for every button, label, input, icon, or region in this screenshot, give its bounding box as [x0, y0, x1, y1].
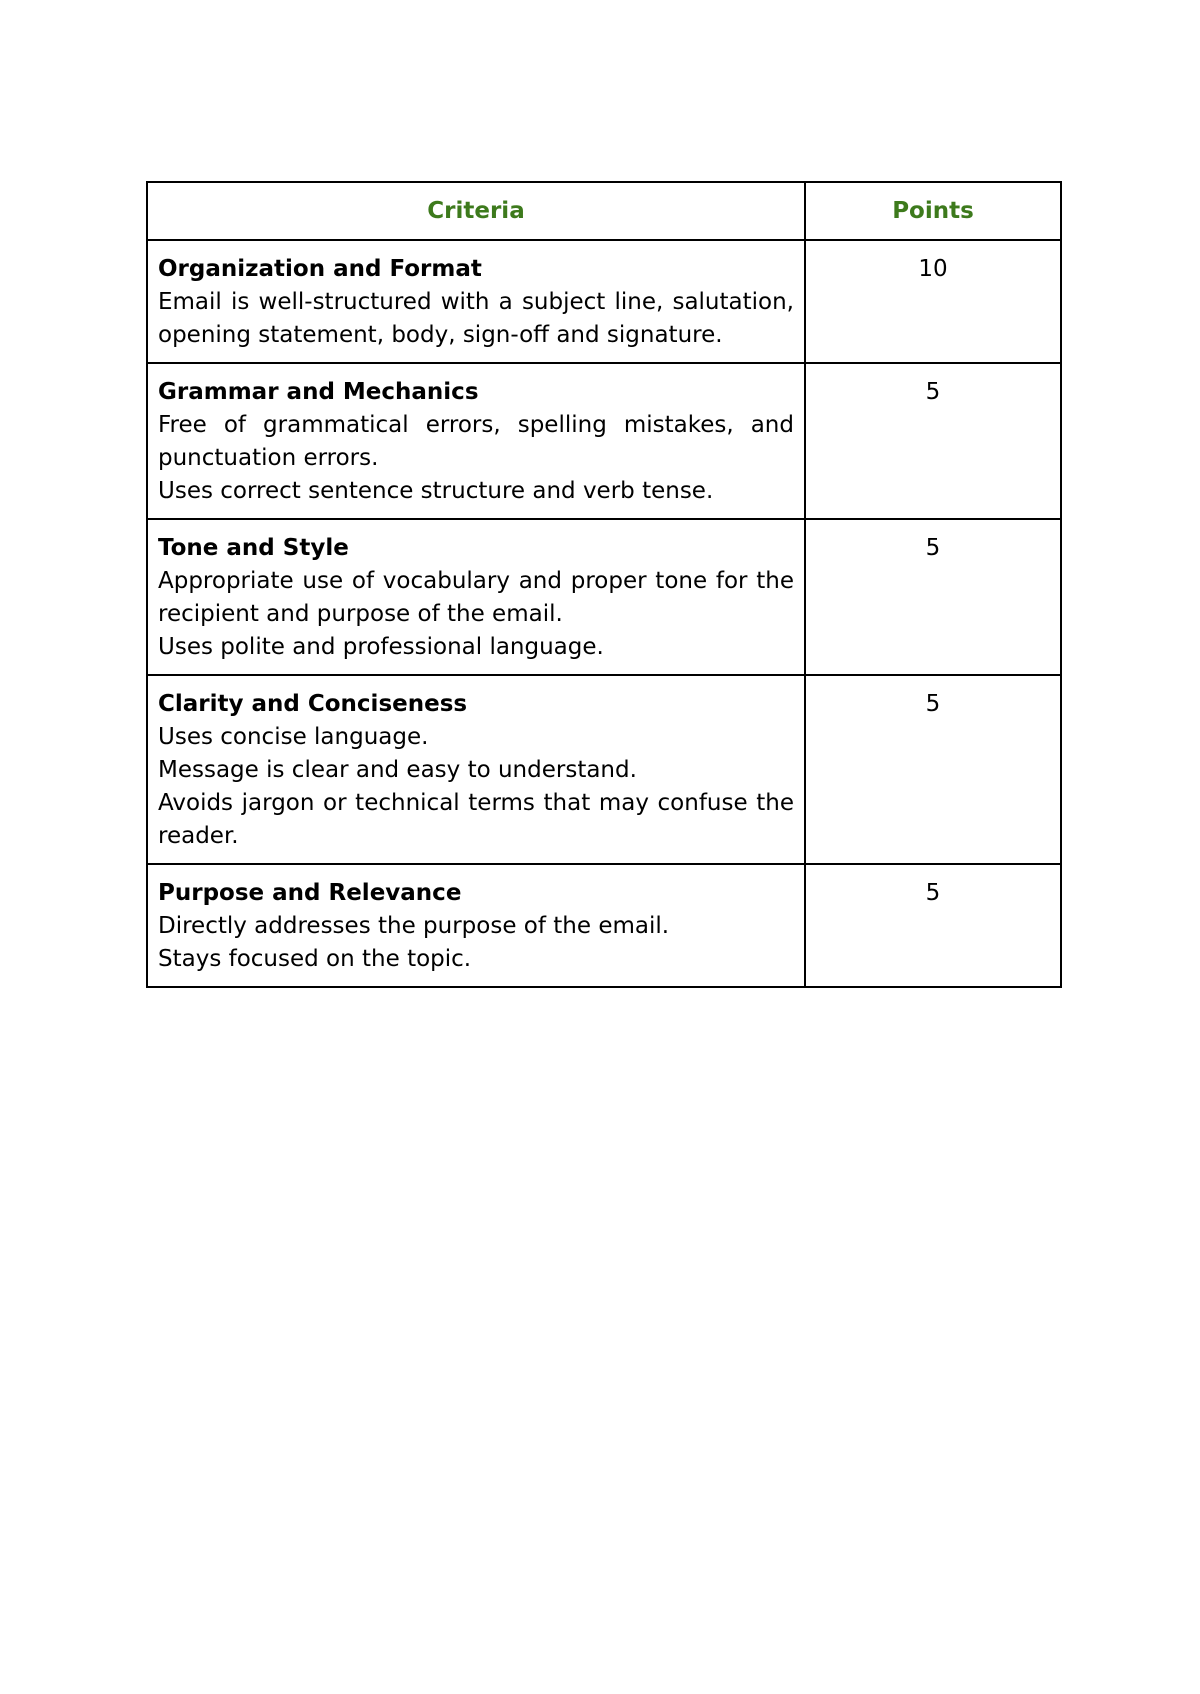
criterion-title: Tone and Style	[158, 535, 349, 561]
criterion-description: Message is clear and easy to understand.	[158, 757, 637, 783]
criterion-title: Organization and Format	[158, 256, 482, 282]
criterion-description: Appropriate use of vocabulary and proper tone for the recipient and purpose of the email.	[158, 568, 794, 627]
criterion-title: Purpose and Relevance	[158, 880, 462, 906]
criteria-cell	[147, 519, 805, 675]
points-cell: 5	[805, 675, 1061, 864]
table-row	[147, 240, 1061, 363]
criterion-description: Uses polite and professional language.	[158, 634, 604, 660]
points-cell: 5	[805, 864, 1061, 987]
points-cell: 5	[805, 363, 1061, 519]
criterion-description: Uses concise language.	[158, 724, 429, 750]
points-header: Points	[805, 182, 1061, 240]
criteria-header: Criteria	[147, 182, 805, 240]
table-row	[147, 675, 1061, 864]
criterion-title: Grammar and Mechanics	[158, 379, 479, 405]
criterion-title: Clarity and Conciseness	[158, 691, 468, 717]
table-row	[147, 363, 1061, 519]
header-row	[147, 182, 1061, 240]
table-row	[147, 864, 1061, 987]
criterion-description: Avoids jargon or technical terms that may confuse the reader.	[158, 790, 794, 849]
criterion-description: Directly addresses the purpose of the email.	[158, 913, 670, 939]
criterion-description: Email is well-structured with a subject line, salutation, opening statement, body, sign-off and signature.	[158, 289, 794, 348]
criteria-cell	[147, 363, 805, 519]
points-cell: 5	[805, 519, 1061, 675]
criterion-description: Free of grammatical errors, spelling mistakes, and punctuation errors.	[158, 412, 794, 471]
table-row	[147, 519, 1061, 675]
criteria-cell	[147, 240, 805, 363]
criterion-description: Stays focused on the topic.	[158, 946, 472, 972]
criteria-cell	[147, 864, 805, 987]
rubric-table	[146, 181, 1062, 988]
criterion-description: Uses correct sentence structure and verb tense.	[158, 478, 714, 504]
criteria-cell	[147, 675, 805, 864]
points-cell: 10	[805, 240, 1061, 363]
